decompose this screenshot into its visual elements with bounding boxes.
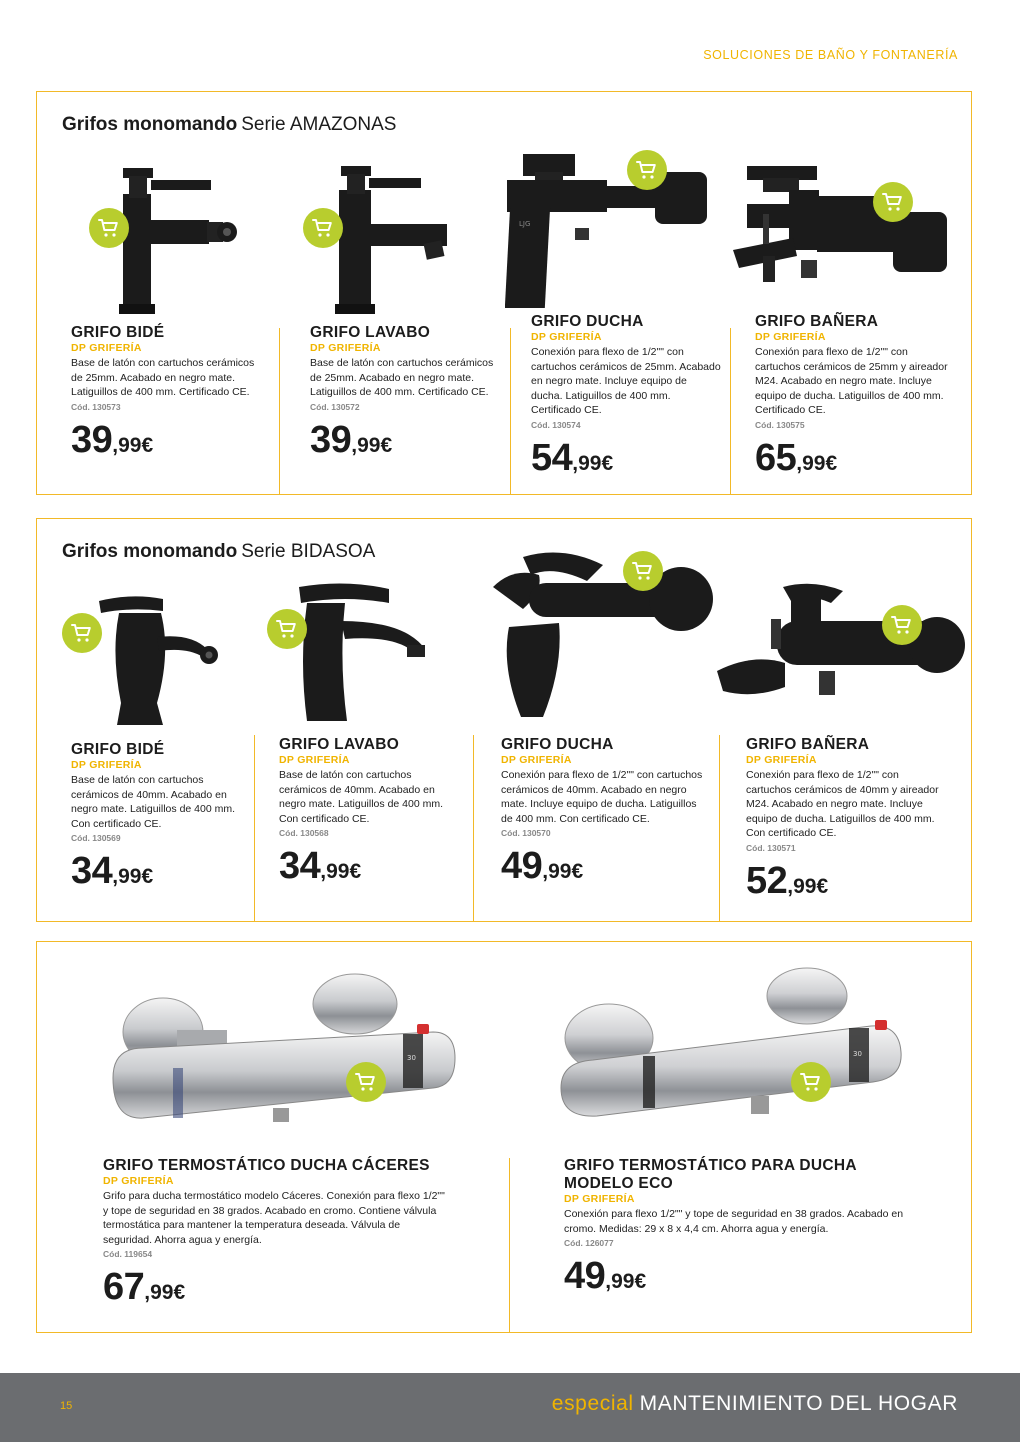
column-divider	[279, 328, 280, 494]
product-price: 54,99€	[531, 436, 614, 479]
product-code: Cód. 126077	[564, 1238, 614, 1248]
svg-text:30: 30	[853, 1050, 862, 1058]
bath-mixer-square-icon	[723, 160, 953, 290]
column-divider	[254, 735, 255, 921]
section-title: Grifos monomando Serie BIDASOA	[62, 541, 376, 562]
product-brand: DP GRIFERÍA	[755, 331, 826, 343]
shopping-cart-icon[interactable]	[267, 609, 307, 649]
product-price: 52,99€	[746, 859, 829, 902]
bidet-faucet-round-icon	[91, 593, 227, 733]
product-price: 34,99€	[279, 845, 362, 887]
page-footer	[0, 1373, 1020, 1442]
product-code: Cód. 130570	[501, 828, 551, 838]
shopping-cart-icon[interactable]	[627, 150, 667, 190]
product-card[interactable]	[755, 313, 950, 486]
product-brand: DP GRIFERÍA	[501, 754, 572, 766]
product-description: Conexión para flexo de 1/2"" con cartuchos cerámicos de 25mm. Acabado en negro mate. Incluye equipo de ducha. Latiguillos de 400 mm. Certificado CE.	[531, 346, 721, 416]
column-divider	[719, 735, 720, 921]
bidet-faucet-square-icon	[111, 164, 241, 316]
product-card[interactable]	[564, 1157, 919, 1304]
product-brand: DP GRIFERÍA	[103, 1175, 174, 1187]
svg-text:LJG: LJG	[519, 220, 531, 228]
footer-title-text: MANTENIMIENTO DEL HOGAR	[639, 1392, 958, 1415]
product-price: 65,99€	[755, 436, 838, 479]
product-code: Cód. 130572	[310, 401, 360, 412]
column-divider	[510, 328, 511, 494]
product-description: Conexión para flexo 1/2"" y tope de seguridad en 38 grados. Acabado en cromo. Medidas: 29 x 8 x 4,4 cm. Ahorra agua y energía.	[564, 1208, 904, 1235]
footer-special-label: especial	[551, 1392, 634, 1415]
basin-faucet-square-icon	[329, 164, 459, 316]
product-code: Cód. 130569	[71, 833, 121, 843]
section-title: Grifos monomando Serie AMAZONAS	[62, 114, 397, 135]
thermostatic-mixer-icon	[103, 968, 463, 1148]
product-brand: DP GRIFERÍA	[531, 331, 602, 343]
product-code: Cód. 130575	[755, 419, 805, 430]
product-brand: DP GRIFERÍA	[310, 342, 381, 354]
product-description: Conexión para flexo de 1/2"" con cartuchos cerámicos de 25mm y aireador M24. Acabado en negro mate. Incluye equipo de ducha. Latiguillos de 400 mm. Certificado CE.	[755, 346, 948, 416]
product-card[interactable]	[103, 1157, 448, 1315]
product-code: Cód. 130574	[531, 419, 581, 430]
section-header-tag: SOLUCIONES DE BAÑO Y FONTANERÍA	[703, 48, 958, 62]
shower-mixer-square-icon	[505, 152, 711, 312]
product-name: GRIFO LAVABO	[279, 736, 400, 753]
product-code: Cód. 119654	[103, 1249, 153, 1259]
amazonas-series-section	[36, 91, 972, 495]
product-price: 67,99€	[103, 1266, 186, 1308]
product-description: Base de latón con cartuchos cerámicos de 25mm. Acabado en negro mate. Latiguillos de 400 mm. Certificado CE.	[71, 357, 255, 398]
product-description: Base de latón con cartuchos cerámicos de 25mm. Acabado en negro mate. Latiguillos de 400 mm. Certificado CE.	[310, 357, 494, 398]
product-card[interactable]	[746, 736, 946, 909]
product-price: 34,99€	[71, 850, 154, 892]
shopping-cart-icon[interactable]	[882, 605, 922, 645]
bidasoa-series-section	[36, 518, 972, 922]
product-name: GRIFO BAÑERA	[746, 736, 870, 753]
shopping-cart-icon[interactable]	[623, 551, 663, 591]
product-card[interactable]	[501, 736, 706, 894]
basin-faucet-round-icon	[295, 581, 445, 729]
column-divider	[473, 735, 474, 921]
product-description: Base de latón con cartuchos cerámicos de 40mm. Acabado en negro mate. Latiguillos de 400 mm. Con certificado CE.	[279, 769, 444, 825]
svg-text:30: 30	[407, 1054, 416, 1062]
product-card[interactable]	[279, 736, 459, 894]
product-code: Cód. 130573	[71, 401, 121, 412]
thermostatic-section	[36, 941, 972, 1333]
product-price: 39,99€	[71, 418, 154, 461]
product-card[interactable]	[71, 741, 246, 899]
product-description: Conexión para flexo de 1/2"" con cartuchos cerámicos de 40mm y aireador M24. Acabado en negro mate. Incluye equipo de ducha. Latiguillos de 400 mm. Con certificado CE.	[746, 769, 939, 839]
column-divider	[509, 1158, 510, 1332]
product-brand: DP GRIFERÍA	[71, 342, 142, 354]
product-name: GRIFO BIDÉ	[71, 741, 165, 758]
product-description: Base de latón con cartuchos cerámicos de 40mm. Acabado en negro mate. Latiguillos de 400 mm. Con certificado CE.	[71, 774, 236, 830]
product-name: GRIFO LAVABO	[310, 324, 431, 341]
product-name: GRIFO DUCHA	[501, 736, 614, 753]
shopping-cart-icon[interactable]	[873, 182, 913, 222]
product-brand: DP GRIFERÍA	[71, 759, 142, 771]
product-brand: DP GRIFERÍA	[564, 1193, 635, 1205]
shopping-cart-icon[interactable]	[791, 1062, 831, 1102]
product-brand: DP GRIFERÍA	[279, 754, 350, 766]
shopping-cart-icon[interactable]	[62, 613, 102, 653]
shopping-cart-icon[interactable]	[303, 208, 343, 248]
product-name: GRIFO DUCHA	[531, 313, 644, 330]
product-price: 39,99€	[310, 418, 393, 461]
product-name: GRIFO BAÑERA	[755, 313, 879, 330]
product-name: GRIFO BIDÉ	[71, 324, 165, 341]
product-card[interactable]	[531, 313, 721, 486]
page-number: 15	[60, 1400, 73, 1412]
shopping-cart-icon[interactable]	[89, 208, 129, 248]
product-price: 49,99€	[564, 1255, 647, 1297]
product-description: Grifo para ducha termostático modelo Cáceres. Conexión para flexo 1/2"" y tope de seguridad en 38 grados. Acabado en cromo. Contiene válvula termostática para mantener la temperatura deseada. Válvula de seguridad. Ahorra agua y energía.	[103, 1190, 445, 1246]
product-card[interactable]	[310, 324, 500, 468]
product-name: GRIFO TERMOSTÁTICO DUCHA CÁCERES	[103, 1157, 430, 1174]
product-code: Cód. 130568	[279, 828, 329, 838]
product-description: Conexión para flexo de 1/2"" con cartuchos cerámicos de 40mm. Acabado en negro mate. Incluye equipo de ducha. Latiguillos de 400 mm. Con certificado CE.	[501, 769, 703, 825]
product-price: 49,99€	[501, 845, 584, 887]
shower-mixer-round-icon	[483, 547, 713, 725]
footer-title	[552, 1392, 958, 1416]
column-divider	[730, 328, 731, 494]
shopping-cart-icon[interactable]	[346, 1062, 386, 1102]
product-brand: DP GRIFERÍA	[746, 754, 817, 766]
product-name: GRIFO TERMOSTÁTICO PARA DUCHA MODELO ECO	[564, 1157, 857, 1192]
bath-mixer-round-icon	[713, 579, 969, 707]
product-card[interactable]	[71, 324, 261, 468]
product-code: Cód. 130571	[746, 842, 796, 853]
thermostatic-mixer-eco-icon	[551, 966, 911, 1136]
